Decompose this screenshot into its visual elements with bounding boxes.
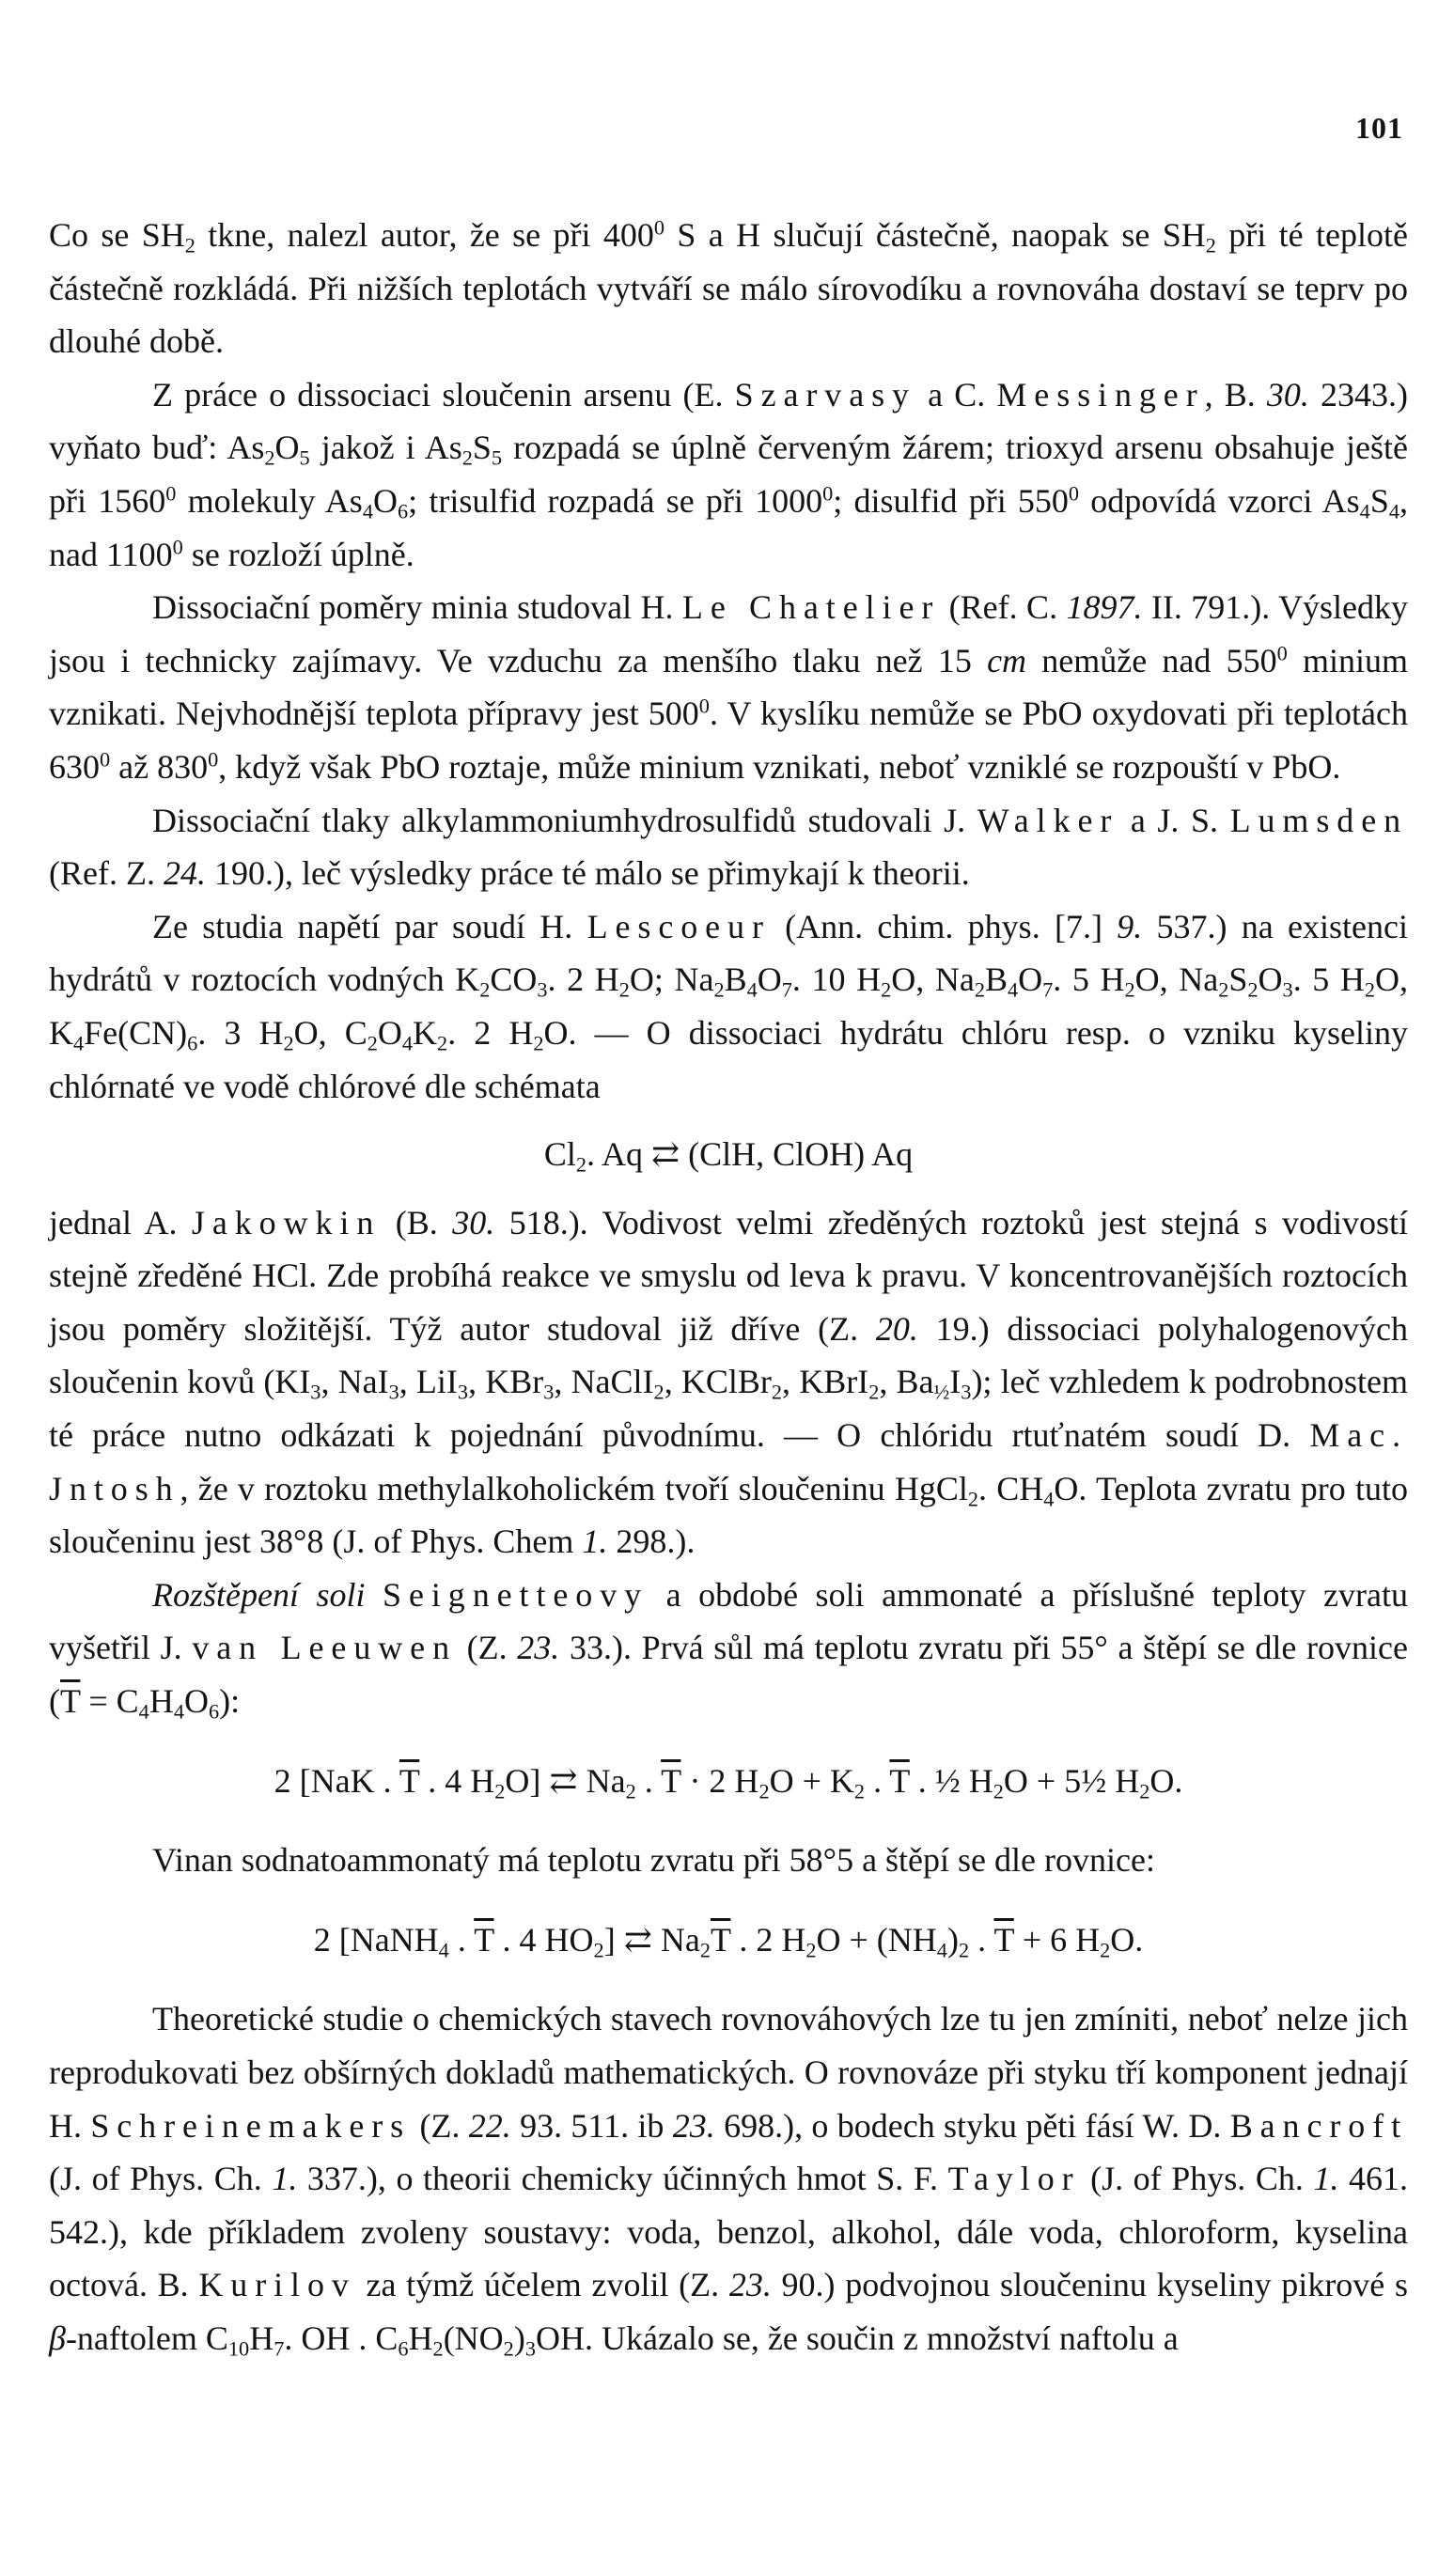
paragraph-vinan: Vinan sodnatoammonatý má teplotu zvratu při 58°5 a štěpí se dle rovnice: — [152, 1841, 1155, 1880]
paragraph-seignette: Rozštěpení soli Seignetteovy a obdobé soli ammonaté a příslušné teploty zvratu vyšetřil J. van Leeuwen (Z. 23. 33.). Prvá sůl má teplotu zvratu při 55° a štěpí se dle rovnice $(\overline{T} = C_4H_4O_6)$: — [49, 1575, 1409, 1724]
equation-nak-tartrate: 2 [NaK . $\overline{T}$ . 4 $H_2O$] ⇄ $Na_2$ . $\overline{T} \cdot 2$ $H_2O + K_2$ . $\overline{T}$ . ½ $H_2O$ + 5½ $H_2O$. — [274, 1761, 1183, 1803]
paragraph-walker: Dissociační tlaky alkylammoniumhydrosulfidů studovali J. Walker a J. S. Lumsden (Ref. Z. 24. 190.), leč výsledky práce té málo se přimykají k theorii. — [49, 801, 1409, 893]
paragraph-arsen: Z práce o dissociaci sloučenin arsenu (E. Szarvasy a C. Messinger, B. 30. 2343.) vyňato buď: $As_2O_5$ jakož i $As_2S_5$ rozpadá se úplně červeným žárem; trioxyd arsenu obsahuje ještě při 1560$^0$ molekuly $As_4O_6$; trisulfid rozpadá se při 1000$^0$; disulfid při $550^0$ odpovídá vzorci $As_4S_4$, nad 1100$^0$ se rozloží úplně. — [49, 375, 1409, 573]
paragraph-lescoeur: Ze studia napětí par soudí H. Lescoeur (Ann. chim. phys. [7.] 9. 537.) na existenci hydrátů v roztocích vodných $K_2CO_3$. 2 $H_2O$; $Na_2B_4O_7$. 10 $H_2O$, $Na_2B_4O_7$. 5 $H_2O$, $Na_2S_2O_3$. 5 $H_2O$, $K_4Fe(CN)_6$. 3 $H_2O$, $C_2O_4K_2$. 2 $H_2O$. — O dissociaci hydrátu chlóru resp. o vzniku kyseliny chlórnaté ve vodě chlórové dle schémata — [49, 907, 1409, 1105]
equilibrium-arrow-icon: ⇄ — [623, 1920, 652, 1959]
equation-nanh4-tartrate: 2 [NaNH$_4$ . $\overline{T}$ . 4 $HO_2$] ⇄ $Na_2\overline{T}$ . 2 $H_2O + (NH_4)_2$ . $\overline{T} + 6$ $H_2O$. — [313, 1920, 1144, 1962]
paragraph-minium: Dissociační poměry minia studoval H. Le Chatelier (Ref. C. 1897. II. 791.). Výsledky jsou i technicky zajímavy. Ve vzduchu za menšího tlaku než 15 cm nemůže nad $550^0$ minium vznikati. Nejvhodnější teplota přípravy jest $500^0$. V kyslíku nemůže se PbO oxydovati při teplotách $630^0$ až $830^0$, když však PbO roztaje, může minium vznikati, neboť vzniklé se rozpouští v PbO. — [49, 588, 1409, 786]
equilibrium-arrow-icon: ⇄ — [549, 1761, 578, 1800]
equilibrium-arrow-icon: ⇄ — [651, 1135, 680, 1174]
equation-chlorine: $Cl_2$. Aq ⇄ (ClH, ClOH) Aq — [543, 1135, 914, 1177]
page-number: 101 — [1355, 111, 1403, 145]
page-text — [49, 209, 1408, 2365]
paragraph-jakowkin: jednal A. Jakowkin (B. 30. 518.). Vodivost velmi zředěných roztoků jest stejná s vodivostí stejně zředěné HCl. Zde probíhá reakce ve smyslu od leva k pravu. V koncentrovanějších roztocích jsou poměry složitější. Týž autor studoval již dříve (Z. 20. 19.) dissociaci polyhalogenových sloučenin kovů ($KI_3$, NaI$_3$, LiI$_3$, KBr$_3$, NaClI$_2$, KClBr$_2$, KBrI$_2$, $Ba_{\frac{1}{2}}I_3$); leč vzhledem k podrobnostem té práce nutno odkázati k pojednání původnímu. — O chlóridu rtuťnatém soudí D. Mac. Jntosh, že v roztoku methylalkoholickém tvoří sloučeninu HgCl$_2$. $CH_4O$. Teplota zvratu pro tuto sloučeninu jest 38°8 (J. of Phys. Chem 1. 298.). — [49, 1203, 1409, 1561]
paragraph-sh2: Co se $SH_2$ tkne, nalezl autor, že se při $400^0$ S a H slučují částečně, naopak se $SH_2$ při té teplotě částečně rozkládá. Při nižších teplotách vytváří se málo sírovodíku a rovnováha dostaví se teprv po dlouhé době. — [49, 215, 1408, 361]
paragraph-theoretical: Theoretické studie o chemických stavech rovnováhových lze tu jen zmíniti, neboť nelze jich reprodukovati bez obšírných dokladů mathematických. O rovnováze při styku tří komponent jednají H. Schreinemakers (Z. 22. 93. 511. ib 23. 698.), o bodech styku pěti fásí W. D. Bancroft (J. of Phys. Ch. 1. 337.), o theorii chemicky účinných hmot S. F. Taylor (J. of Phys. Ch. 1. 461. 542.), kde příkladem zvoleny soustavy: voda, benzol, alkohol, dále voda, chloroform, kyselina octová. B. Kurilov za týmž účelem zvolil (Z. 23. 90.) podvojnou sloučeninu kyseliny pikrové s β-naftolem $C_{10}H_7$. OH . $C_6H_2(NO_2)_3OH$. Ukázalo se, že součin z množství naftolu a — [49, 2000, 1409, 2361]
